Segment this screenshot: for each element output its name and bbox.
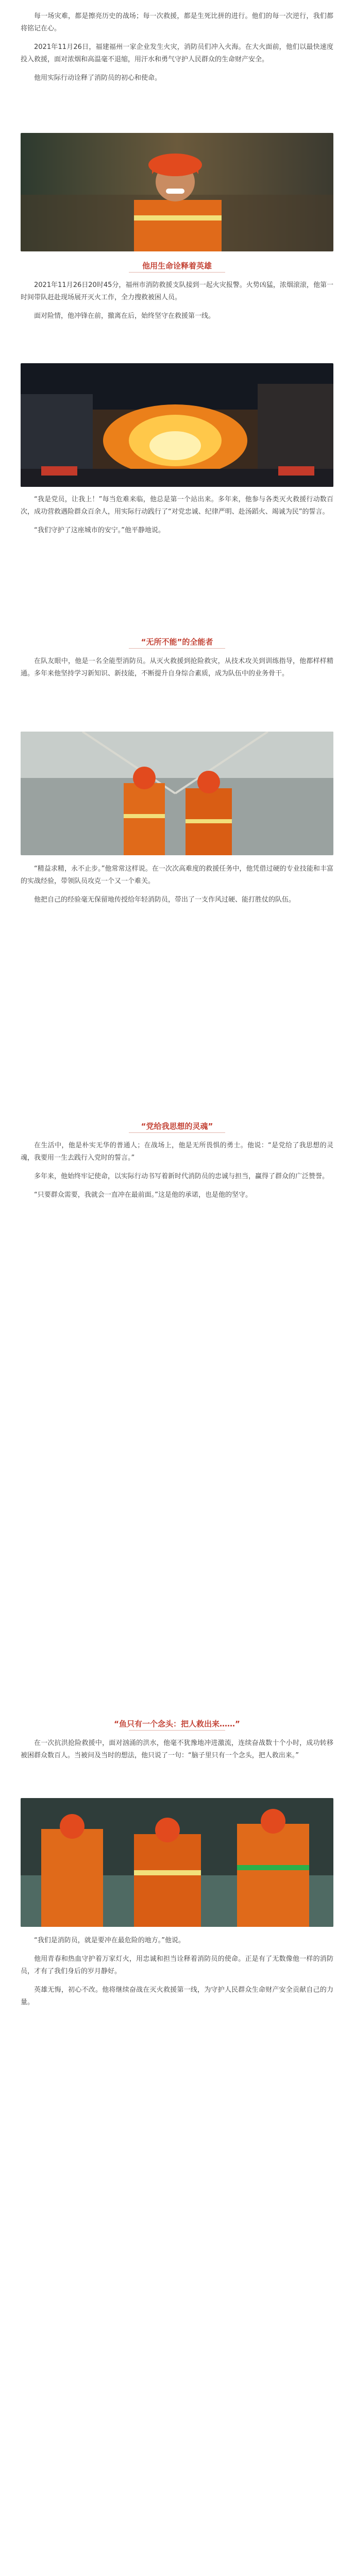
section-7-paragraph-3: 英雄无悔，初心不改。他将继续奋战在灭火救援第一线，为守护人民群众生命财产安全贡献自己的力量。	[21, 1986, 333, 2006]
section-6	[21, 1737, 333, 1768]
heading-divider	[129, 272, 225, 273]
heading-divider	[129, 1132, 225, 1133]
heading-divider	[129, 648, 225, 649]
section-heading-1: 他用生命诠释着英雄	[142, 261, 212, 270]
section-heading-2: “无所不能”的全能者	[141, 637, 213, 647]
section-7-paragraph-1: “我们是消防员，就是要冲在最危险的地方。”他说。	[34, 1937, 185, 1944]
section-5-paragraph-2: 多年来，他始终牢记使命，以实际行动书写着新时代消防员的忠诚与担当，赢得了群众的广泛赞誉。	[34, 1173, 329, 1180]
section-7	[21, 1935, 333, 2015]
intro-paragraph-1: 每一场灾难，都是擦亮历史的战场；每一次救援，都是生死比拼的进行。他们的每一次逆行，我们都将铭记在心。	[21, 12, 333, 32]
section-5	[21, 1140, 333, 1208]
section-2-paragraph-2: “我们守护了这座城市的安宁。”他平静地说。	[34, 527, 165, 534]
section-7-paragraph-2: 他用青春和热血守护着万家灯火，用忠诚和担当诠释着消防员的使命。正是有了无数像他一样的消防员，才有了我们身后的岁月静好。	[21, 1955, 333, 1975]
section-2	[21, 494, 333, 543]
firefighter-portrait-photo	[21, 133, 333, 251]
section-5-paragraph-3: “只要群众需要，我就会一直冲在最前面。”这是他的承诺，也是他的坚守。	[34, 1191, 252, 1199]
section-heading-4: “鱼只有一个念头：把人救出来……”	[114, 1719, 240, 1728]
rope-rescue-photo	[21, 732, 333, 855]
section-6-paragraph-1: 在一次抗洪抢险救援中，面对汹涌的洪水，他毫不犹豫地冲进激流，连续奋战数十个小时，成功转移被困群众数百人。当被问及当时的想法，他只说了一句：“脑子里只有一个念头，把人救出来。”	[21, 1739, 333, 1759]
section-3-paragraph-1: 在队友眼中，他是一名全能型消防员。从灭火救援到抢险救灾，从技术攻关到训练指导，他都样样精通。多年来他坚持学习新知识、新技能，不断提升自身综合素质，成为队伍中的业务骨干。	[21, 657, 333, 677]
section-2-paragraph-1: “我是党员，让我上！”每当危难来临，他总是第一个站出来。多年来，他参与各类灭火救援行动数百次，成功营救遇险群众百余人，用实际行动践行了“对党忠诚、纪律严明、赴汤蹈火、竭诚为民”的誓言。	[21, 496, 333, 516]
night-fire-photo	[21, 363, 333, 487]
section-5-paragraph-1: 在生活中，他是朴实无华的普通人；在战场上，他是无所畏惧的勇士。他说：“是党给了我思想的灵魂，我要用一生去践行入党时的誓言。”	[21, 1142, 333, 1162]
flood-rescue-photo	[21, 1798, 333, 1927]
intro-paragraph-2: 2021年11月26日，福建福州一家企业发生火灾，消防员们冲入火海。在大火面前，他们以最快速度投入救援，面对浓烟和高温毫不退缩，用汗水和勇气守护人民群众的生命财产安全。	[21, 43, 333, 63]
section-4-paragraph-2: 他把自己的经验毫无保留地传授给年轻消防员，带出了一支作风过硬、能打胜仗的队伍。	[34, 896, 296, 904]
intro-paragraph-3: 他用实际行动诠释了消防员的初心和使命。	[34, 74, 162, 82]
intro-section	[21, 10, 333, 91]
section-4	[21, 863, 333, 912]
section-heading-3: “党给我思想的灵魂”	[141, 1122, 213, 1131]
section-1	[21, 279, 333, 329]
section-1-paragraph-2: 面对险情，他冲锋在前，撤离在后，始终坚守在救援第一线。	[34, 312, 215, 320]
heading-divider	[129, 1730, 225, 1731]
section-1-paragraph-1: 2021年11月26日20时45分，福州市消防救援支队接到一起火灾报警。火势凶猛，浓烟滚滚，他第一时间带队赶赴现场展开灭火工作，全力搜救被困人员。	[21, 281, 333, 301]
section-4-paragraph-1: “精益求精，永不止步。”他常常这样说。在一次次高难度的救援任务中，他凭借过硬的专业技能和丰富的实战经验，带领队员攻克一个又一个难关。	[21, 865, 333, 885]
section-3	[21, 655, 333, 686]
